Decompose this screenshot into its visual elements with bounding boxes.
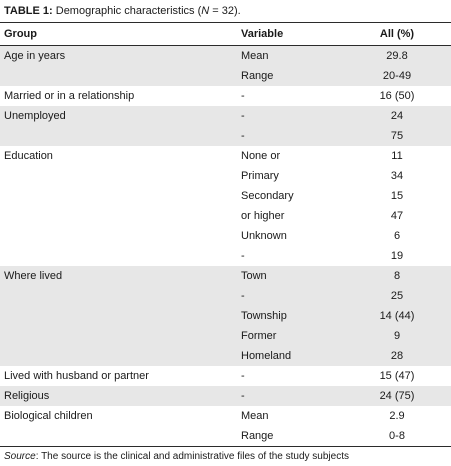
demographics-table [0, 22, 451, 447]
table-row [0, 166, 451, 186]
table-row [0, 66, 451, 86]
cell-all: 25 [390, 290, 404, 302]
cell-all: 9 [393, 330, 401, 342]
table-row [0, 126, 451, 146]
cell-all: 24 (75) [379, 390, 415, 402]
cell-variable: Range [241, 430, 274, 442]
cell-all: 11 [391, 150, 403, 162]
cell-all: 29.8 [386, 50, 408, 62]
cell-group: Age in years [4, 50, 66, 62]
table-row [0, 46, 451, 66]
table-bottom-rule [0, 446, 451, 447]
table-row [0, 346, 451, 366]
cell-all: 15 [390, 190, 404, 202]
table-row [0, 406, 451, 426]
cell-variable: - [241, 130, 245, 142]
cell-all: 15 (47) [379, 370, 415, 382]
cell-variable: - [241, 390, 245, 402]
cell-variable: Township [241, 310, 287, 322]
table-row [0, 366, 451, 386]
cell-all: 0-8 [389, 430, 405, 442]
table-row [0, 326, 451, 346]
cell-all: 2.9 [389, 410, 405, 422]
table-row [0, 226, 451, 246]
table-row [0, 106, 451, 126]
table-header-row [0, 23, 451, 46]
cell-group: Married or in a relationship [4, 90, 135, 102]
column-header-all: All (%) [379, 28, 415, 40]
table-caption [4, 4, 241, 18]
caption-text-before: Demographic characteristics ( [52, 5, 202, 17]
cell-variable: - [241, 290, 245, 302]
cell-variable: - [241, 370, 245, 382]
cell-group: Biological children [4, 410, 93, 422]
table-row [0, 386, 451, 406]
cell-all: 16 (50) [379, 90, 415, 102]
caption-label: TABLE 1: [4, 5, 53, 17]
cell-group: Education [4, 150, 53, 162]
cell-variable: - [241, 90, 245, 102]
cell-variable: Mean [241, 50, 269, 62]
cell-group: Religious [4, 390, 50, 402]
table-row [0, 206, 451, 226]
cell-all: 8 [393, 270, 401, 282]
cell-all: 24 [390, 110, 404, 122]
table-row [0, 266, 451, 286]
cell-variable: Range [241, 70, 274, 82]
table-row [0, 146, 451, 166]
table-row [0, 426, 451, 446]
table-body [0, 46, 451, 446]
cell-all: 19 [390, 250, 404, 262]
table-row [0, 246, 451, 266]
cell-group: Where lived [4, 270, 63, 282]
table-row [0, 186, 451, 206]
cell-variable: Unknown [241, 230, 287, 242]
source-note [4, 451, 349, 463]
table-row [0, 306, 451, 326]
cell-all: 20-49 [382, 70, 412, 82]
table-row [0, 86, 451, 106]
cell-all: 47 [390, 210, 404, 222]
cell-variable: or higher [241, 210, 285, 222]
column-header-group: Group [4, 28, 37, 40]
cell-all: 75 [390, 130, 404, 142]
cell-variable: Homeland [241, 350, 292, 362]
cell-variable: Former [241, 330, 277, 342]
cell-variable: - [241, 250, 245, 262]
source-label: Source [4, 451, 36, 462]
cell-variable: Secondary [241, 190, 294, 202]
cell-all: 6 [393, 230, 401, 242]
cell-variable: Primary [241, 170, 279, 182]
column-header-variable: Variable [241, 28, 284, 40]
cell-all: 14 (44) [379, 310, 415, 322]
cell-group: Unemployed [4, 110, 66, 122]
source-text: : The source is the clinical and administrative files of the study subjects [35, 451, 349, 462]
cell-all: 28 [390, 350, 404, 362]
caption-text-after: = 32). [209, 5, 241, 17]
cell-variable: - [241, 110, 245, 122]
cell-group: Lived with husband or partner [4, 370, 149, 382]
caption-n-symbol: N [201, 5, 210, 17]
cell-variable: None or [241, 150, 281, 162]
cell-variable: Town [241, 270, 267, 282]
cell-all: 34 [390, 170, 404, 182]
cell-variable: Mean [241, 410, 269, 422]
table-row [0, 286, 451, 306]
